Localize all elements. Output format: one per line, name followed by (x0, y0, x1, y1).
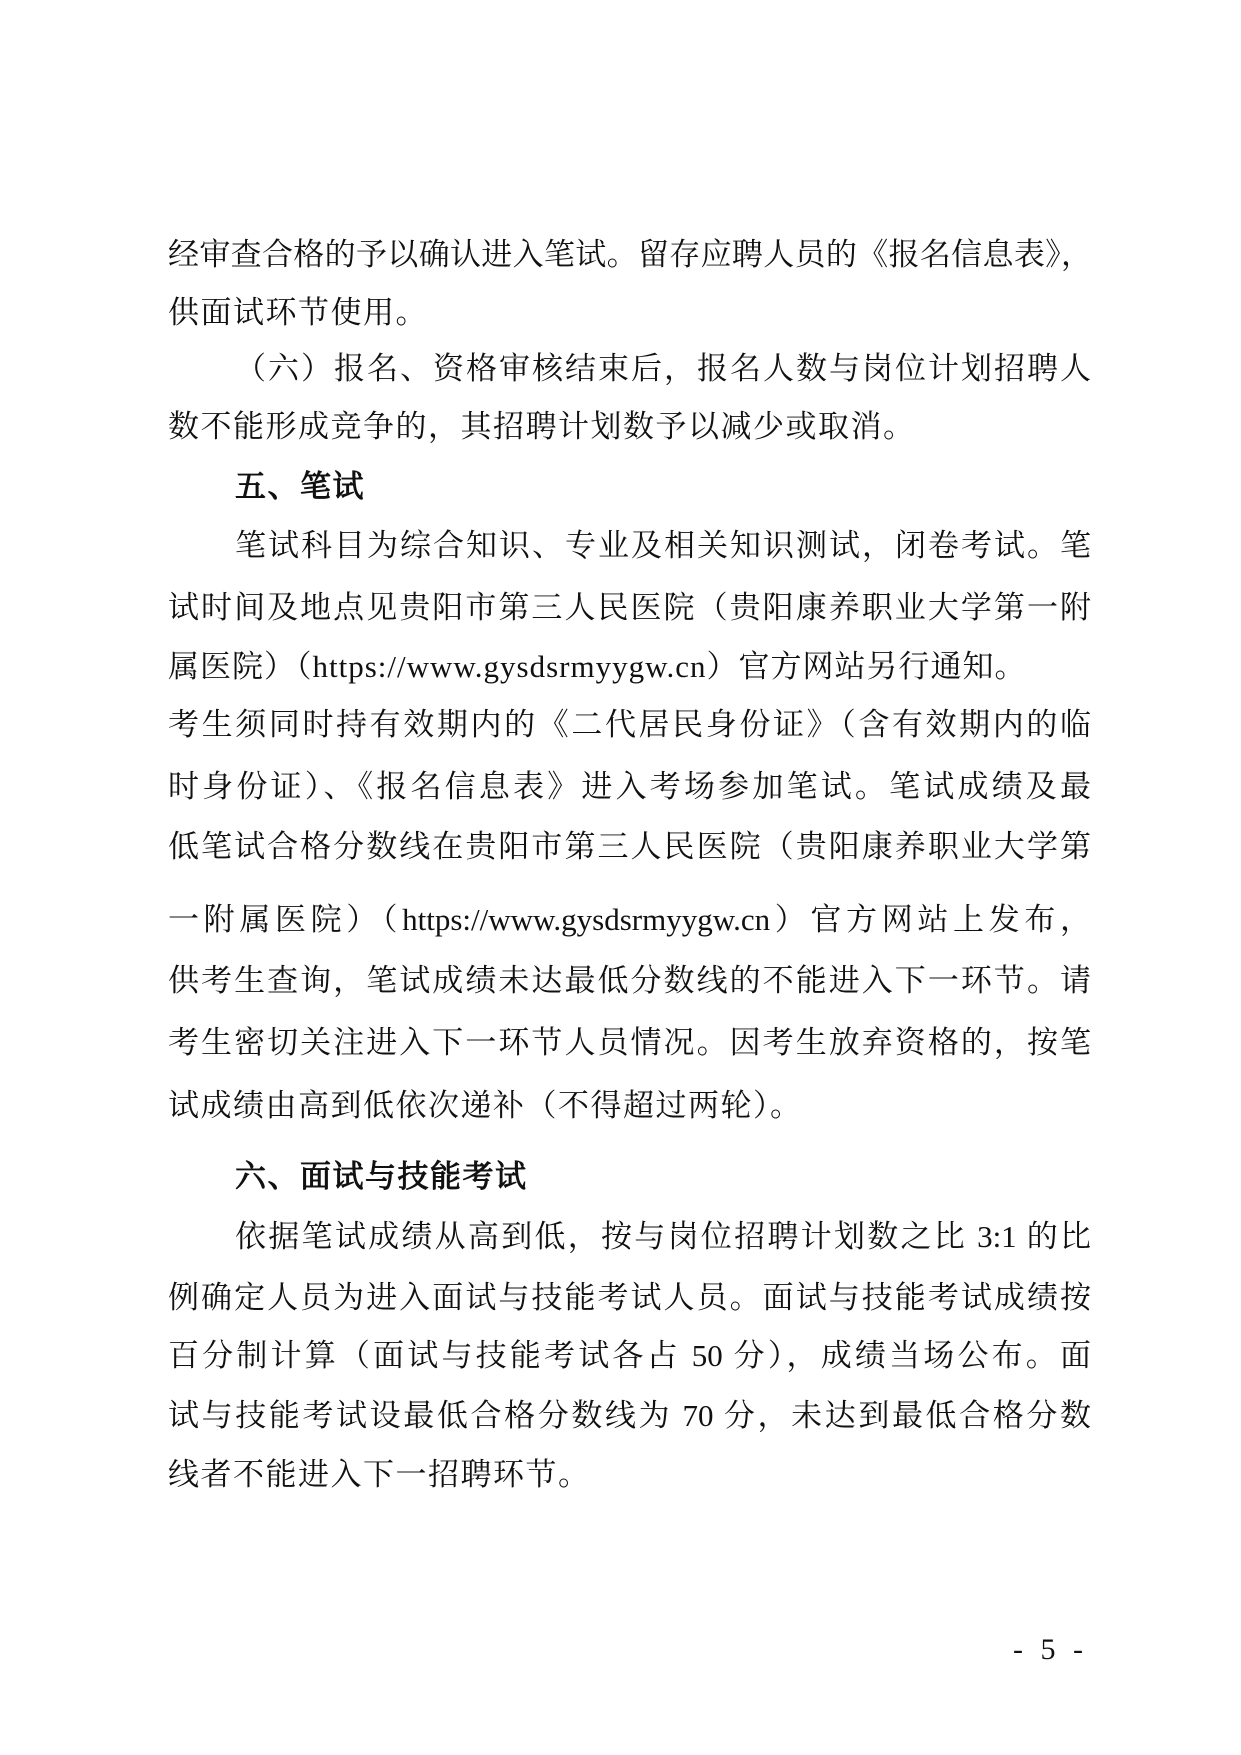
text-line: 试成绩由高到低依次递补（不得超过两轮）。 (168, 1088, 803, 1123)
text-line: 依据笔试成绩从高到低，按与岗位招聘计划数之比 3:1 的比 (235, 1219, 1091, 1254)
section-heading: 五、笔试 (235, 469, 365, 504)
text-line: 经审查合格的予以确认进入笔试。留存应聘人员的《报名信息表》， (168, 237, 1091, 272)
text-line: 供考生查询，笔试成绩未达最低分数线的不能进入下一环节。请 (168, 963, 1091, 998)
text-line: 百分制计算（面试与技能考试各占 50 分），成绩当场公布。面 (168, 1338, 1091, 1373)
text-line: 时身份证）、《报名信息表》进入考场参加笔试。笔试成绩及最 (168, 769, 1091, 804)
text-line: 试与技能考试设最低合格分数线为 70 分，未达到最低合格分数 (168, 1398, 1091, 1433)
text-line: 数不能形成竞争的，其招聘计划数予以减少或取消。 (168, 409, 916, 444)
section-heading: 六、面试与技能考试 (235, 1159, 528, 1194)
text-line: 线者不能进入下一招聘环节。 (168, 1457, 591, 1492)
page-number: - 5 - (1013, 1633, 1088, 1666)
text-line: 属医院）（https://www.gysdsrmyygw.cn）官方网站另行通知。 (168, 649, 1027, 684)
text-line: 低笔试合格分数线在贵阳市第三人民医院（贵阳康养职业大学第 (168, 829, 1091, 864)
text-line: 一附属医院）（https://www.gysdsrmyygw.cn）官方网站上发布， (168, 902, 1091, 937)
text-line: 考生须同时持有效期内的《二代居民身份证》（含有效期内的临 (168, 707, 1091, 742)
text-line: 笔试科目为综合知识、专业及相关知识测试，闭卷考试。笔 (235, 528, 1091, 563)
text-line: 考生密切关注进入下一环节人员情况。因考生放弃资格的，按笔 (168, 1025, 1091, 1060)
text-line: 试时间及地点见贵阳市第三人民医院（贵阳康养职业大学第一附 (168, 590, 1091, 625)
text-line: 例确定人员为进入面试与技能考试人员。面试与技能考试成绩按 (168, 1280, 1091, 1315)
text-line: 供面试环节使用。 (168, 295, 428, 330)
text-line: （六）报名、资格审核结束后，报名人数与岗位计划招聘人 (235, 351, 1091, 386)
